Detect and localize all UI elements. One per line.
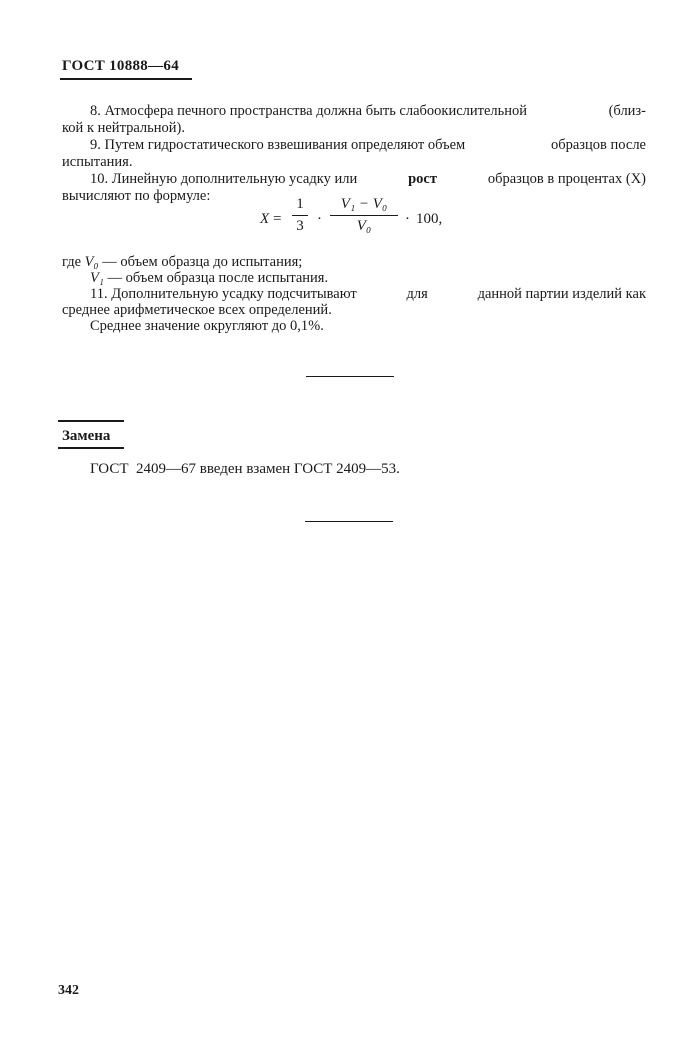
text-segment: данной партии изделий как bbox=[477, 286, 646, 302]
replacement-text: ГОСТ 2409—67 введен взамен ГОСТ 2409—53. bbox=[90, 461, 400, 477]
section-separator bbox=[306, 376, 394, 377]
fraction-volume-ratio bbox=[330, 196, 398, 235]
fraction-numerator: 1 bbox=[296, 196, 304, 212]
formula-lhs: X bbox=[260, 211, 270, 227]
formula-equals: = bbox=[273, 211, 282, 227]
formula-factor: 100, bbox=[416, 211, 443, 227]
fraction-denominator: V₀ bbox=[356, 218, 372, 234]
section-separator bbox=[305, 521, 393, 522]
multiply-dot: · bbox=[405, 211, 410, 227]
definition-symbol: V₁ bbox=[90, 270, 104, 286]
paragraph-8-line-1 bbox=[90, 103, 646, 119]
text-segment: образцов в процентах (X) bbox=[487, 171, 646, 187]
definition-symbol: V₀ bbox=[84, 254, 99, 270]
fraction-bar bbox=[292, 215, 308, 216]
definition-v0 bbox=[62, 254, 302, 270]
paragraph-9-line-2: испытания. bbox=[62, 154, 133, 170]
definition-v1 bbox=[90, 270, 328, 286]
header-underline bbox=[60, 78, 192, 80]
text-segment: 11. Дополнительную усадку подсчитывают bbox=[90, 286, 357, 302]
text-segment: 10. Линейную дополнительную усадку или bbox=[90, 171, 358, 187]
page-number: 342 bbox=[58, 983, 79, 998]
fraction-numerator: V₁ − V₀ bbox=[340, 196, 388, 212]
shrinkage-formula bbox=[260, 196, 450, 246]
fraction-one-third bbox=[292, 196, 308, 235]
document-code: ГОСТ 10888—64 bbox=[62, 58, 180, 74]
replacement-heading-top-rule bbox=[58, 420, 124, 422]
definition-prefix: где bbox=[62, 254, 82, 270]
definition-text: — объем образца до испытания; bbox=[102, 254, 303, 270]
text-segment: рост bbox=[408, 171, 437, 187]
paragraph-11-line-2: среднее арифметическое всех определений. bbox=[62, 302, 332, 318]
paragraph-9-line-1 bbox=[90, 137, 646, 153]
paragraph-11-line-1 bbox=[90, 286, 646, 302]
replacement-heading-bottom-rule bbox=[58, 447, 124, 449]
paragraph-10-line-2: вычисляют по формуле: bbox=[62, 188, 211, 204]
multiply-dot: · bbox=[317, 211, 322, 227]
definition-text: — объем образца после испытания. bbox=[107, 270, 329, 286]
text-segment: образцов после bbox=[550, 137, 646, 153]
text-segment: (близ- bbox=[608, 103, 646, 119]
text-segment: для bbox=[406, 286, 428, 302]
fraction-denominator: 3 bbox=[296, 218, 304, 234]
paragraph-10-line-1 bbox=[90, 171, 646, 187]
text-segment: 9. Путем гидростатического взвешивания определяют объем bbox=[90, 137, 466, 153]
paragraph-8-line-2: кой к нейтральной). bbox=[62, 120, 185, 136]
text-segment: 8. Атмосфера печного пространства должна быть слабоокислительной bbox=[90, 103, 528, 119]
paragraph-11-line-3: Среднее значение округляют до 0,1%. bbox=[90, 318, 324, 334]
replacement-heading: Замена bbox=[62, 428, 111, 444]
fraction-bar bbox=[330, 215, 398, 216]
